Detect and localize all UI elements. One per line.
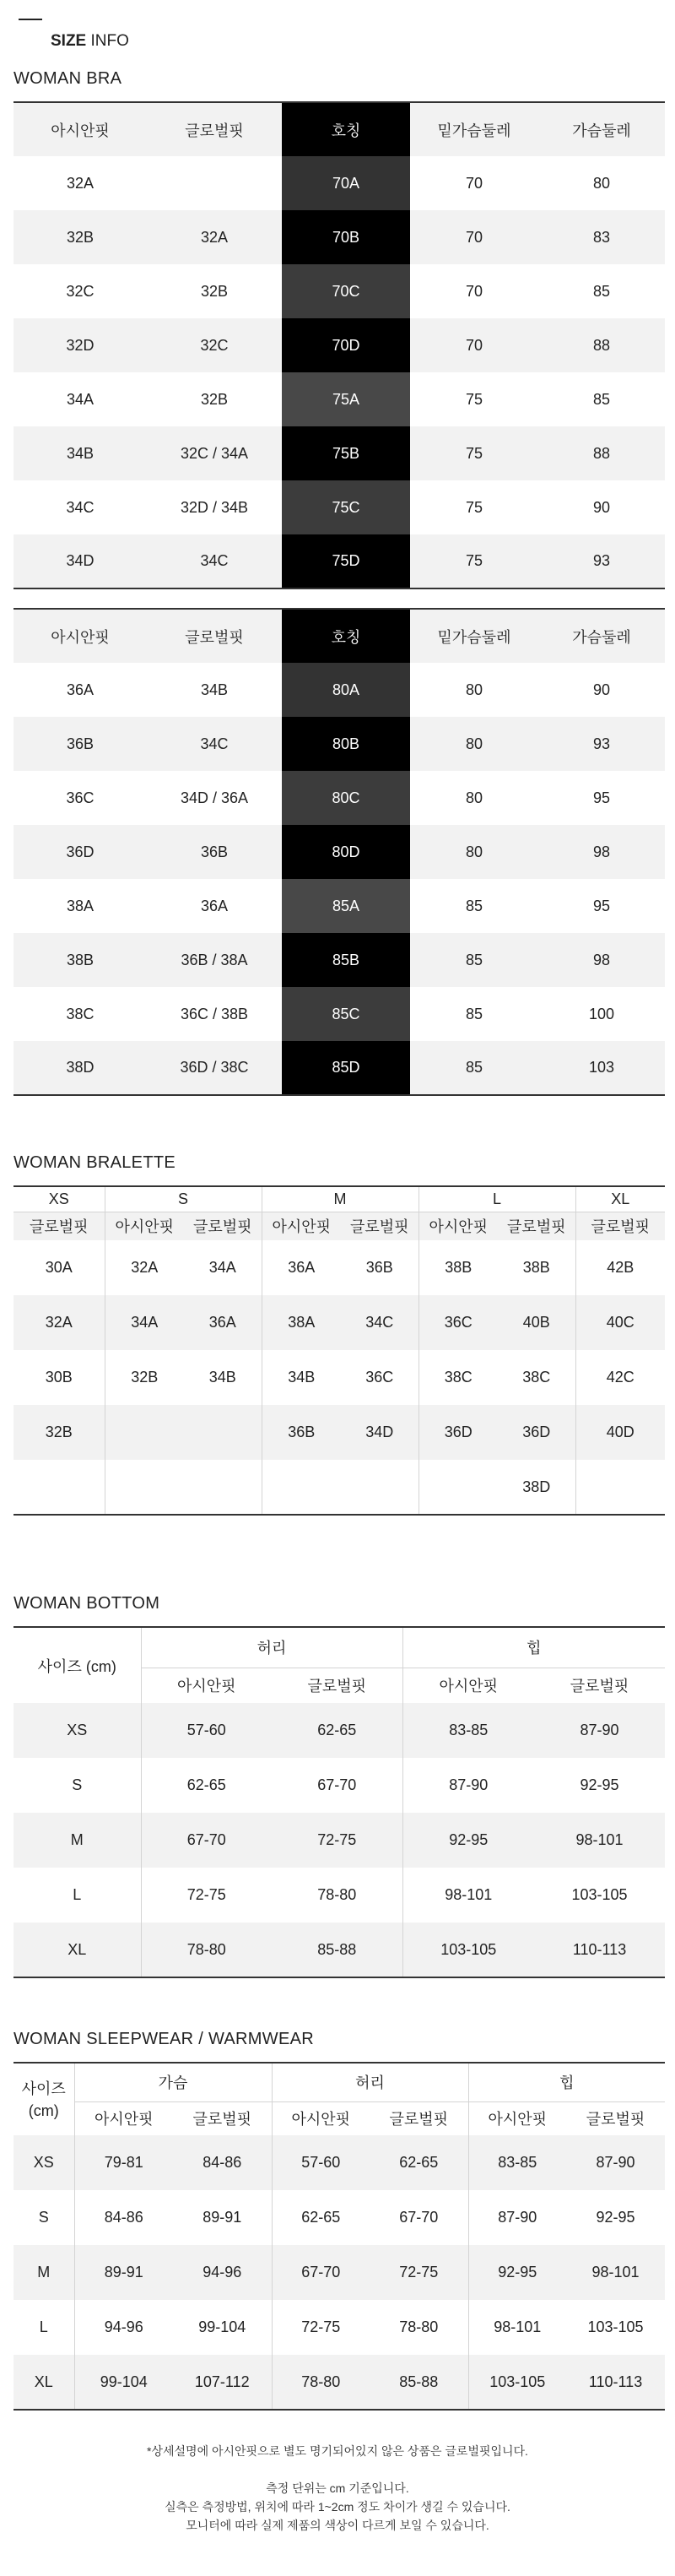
bra-header-cell: 밑가슴둘레 xyxy=(410,102,538,156)
table-cell: 72-75 xyxy=(272,1813,402,1868)
bralette-table xyxy=(14,1185,665,1516)
bra-header-cell: 글로벌핏 xyxy=(147,102,282,156)
table-row xyxy=(14,372,665,426)
sleepwear-size-header xyxy=(14,2063,74,2135)
table-cell: 92-95 xyxy=(402,1813,534,1868)
table-cell: 36A xyxy=(66,681,94,698)
bralette-size-header: S xyxy=(105,1186,262,1212)
bra-header-cell: 아시안핏 xyxy=(14,102,147,156)
table-cell: 36A xyxy=(262,1240,341,1295)
table-cell: 103-105 xyxy=(571,1886,628,1903)
table-row xyxy=(14,156,665,210)
table-cell: 36B xyxy=(147,825,282,879)
table-cell: 78-80 xyxy=(399,2318,439,2335)
sleepwear-section-title: WOMAN SLEEPWEAR / WARMWEAR xyxy=(14,2030,314,2048)
table-cell: 95 xyxy=(592,897,611,914)
table-cell: 36D xyxy=(498,1405,575,1460)
table-row xyxy=(14,825,665,879)
table-cell: 32D / 34B xyxy=(180,498,249,516)
sleepwear-group-header: 허리 xyxy=(272,2063,468,2101)
table-cell: 34B xyxy=(262,1350,341,1405)
table-row xyxy=(14,2190,665,2245)
table-cell: 84-86 xyxy=(173,2135,272,2190)
table-cell: 80 xyxy=(465,681,483,698)
table-row xyxy=(14,663,665,717)
table-cell: 34C xyxy=(147,717,282,771)
table-cell: 32A xyxy=(66,174,94,192)
table-cell: 36D xyxy=(418,1405,498,1460)
bra-size-cell: 75B xyxy=(282,426,410,480)
table-cell: 36D / 38C xyxy=(147,1041,282,1095)
table-row xyxy=(14,1703,665,1758)
table-cell: 88 xyxy=(538,318,665,372)
table-cell: 38C xyxy=(66,1005,94,1022)
bottom-fit-header: 글로벌핏 xyxy=(570,1678,629,1695)
bottom-size-header: 사이즈 (cm) xyxy=(14,1627,141,1703)
table-cell xyxy=(184,1405,262,1460)
table-cell: 32B xyxy=(14,1405,105,1460)
table-row xyxy=(14,534,665,588)
table-cell: 87-90 xyxy=(402,1758,534,1813)
sleepwear-fit-header: 글로벌핏 xyxy=(192,2111,252,2129)
bralette-fit-header: 아시안핏 xyxy=(262,1212,341,1240)
bralette-size-row xyxy=(14,1186,665,1212)
bralette-size-header: M xyxy=(262,1186,418,1212)
table-cell: 34C xyxy=(147,534,282,588)
table-cell: 93 xyxy=(538,717,665,771)
table-cell: 32B xyxy=(200,390,229,408)
table-cell: 79-81 xyxy=(74,2135,173,2190)
table-cell: 80 xyxy=(410,825,538,879)
table-cell xyxy=(184,1460,262,1515)
bottom-group-row xyxy=(14,1627,665,1668)
table-cell xyxy=(14,1460,105,1515)
table-cell: XL xyxy=(14,1923,141,1977)
sleepwear-fit-header: 글로벌핏 xyxy=(586,2111,645,2129)
table-cell: XS xyxy=(14,2135,74,2190)
bra-size-cell: 75C xyxy=(282,480,410,534)
table-cell: 38D xyxy=(14,1041,147,1095)
table-row xyxy=(14,1813,665,1868)
table-row xyxy=(14,771,665,825)
table-cell: 72-75 xyxy=(370,2245,468,2300)
table-cell: 34B xyxy=(14,426,147,480)
table-cell: 38B xyxy=(522,1259,550,1276)
sleepwear-fit-header: 아시안핏 xyxy=(74,2101,173,2135)
table-cell: 34B xyxy=(200,681,229,698)
table-row xyxy=(14,1758,665,1813)
table-cell: 67-70 xyxy=(272,2245,370,2300)
table-cell: 40B xyxy=(498,1295,575,1350)
table-cell: 110-113 xyxy=(534,1923,665,1977)
table-cell: 34A xyxy=(105,1295,184,1350)
table-cell: 30B xyxy=(45,1369,73,1386)
table-cell: 85 xyxy=(465,1005,483,1022)
table-cell: 98-101 xyxy=(402,1868,534,1923)
table-cell: 70 xyxy=(465,174,483,192)
bra-size-cell: 85B xyxy=(282,933,410,987)
bralette-fit-header: 글로벌핏 xyxy=(184,1212,262,1240)
table-cell: 67-70 xyxy=(317,1776,357,1793)
table-row xyxy=(14,717,665,771)
table-row xyxy=(14,2135,665,2190)
table-cell: 99-104 xyxy=(198,2318,246,2335)
table-cell: 57-60 xyxy=(272,2135,370,2190)
table-cell: 98-101 xyxy=(468,2300,566,2355)
table-cell: 40D xyxy=(575,1405,665,1460)
table-cell: 83 xyxy=(538,210,665,264)
bottom-fit-header: 글로벌핏 xyxy=(307,1678,367,1695)
table-cell: 67-70 xyxy=(399,2209,439,2226)
table-cell: 92-95 xyxy=(596,2209,635,2226)
notes-line-3: 실측은 측정방법, 위치에 따라 1~2cm 정도 차이가 생길 수 있습니다. xyxy=(165,2500,510,2514)
table-row xyxy=(14,879,665,933)
bottom-fit-header: 아시안핏 xyxy=(402,1668,534,1703)
table-cell: 98-101 xyxy=(534,1813,665,1868)
table-cell: 90 xyxy=(592,681,611,698)
table-cell xyxy=(262,1460,341,1515)
table-cell: 87-90 xyxy=(468,2190,566,2245)
table-cell: 103-105 xyxy=(587,2318,644,2335)
table-cell: 34B xyxy=(208,1369,236,1386)
bra-size-cell: 85C xyxy=(282,987,410,1041)
bra-size-cell: 75D xyxy=(282,534,410,588)
table-cell: L xyxy=(39,2318,48,2335)
table-cell: 94-96 xyxy=(173,2245,272,2300)
table-cell: 85 xyxy=(465,897,483,914)
table-cell: 72-75 xyxy=(272,2300,370,2355)
table-row xyxy=(14,1460,665,1515)
table-cell: 36C xyxy=(418,1295,498,1350)
table-cell: 36B xyxy=(14,717,147,771)
table-row xyxy=(14,987,665,1041)
table-cell: 36C xyxy=(66,789,94,806)
bra-size-cell: 80C xyxy=(282,771,410,825)
table-cell: 103-105 xyxy=(402,1923,534,1977)
table-cell: 107-112 xyxy=(173,2355,272,2410)
bra-section-title: WOMAN BRA xyxy=(14,69,122,88)
table-cell: 36B xyxy=(365,1259,393,1276)
sleepwear-size-header-line-2: (cm) xyxy=(28,2101,59,2119)
table-cell: 32D xyxy=(14,318,147,372)
table-row xyxy=(14,318,665,372)
bralette-section-title: WOMAN BRALETTE xyxy=(14,1153,176,1172)
bottom-table xyxy=(14,1626,665,1978)
bra-table-1 xyxy=(14,101,665,589)
table-cell: 62-65 xyxy=(272,1703,402,1758)
table-cell: 85-88 xyxy=(370,2355,468,2410)
table-cell: XS xyxy=(14,1703,141,1758)
bra-size-cell: 80D xyxy=(282,825,410,879)
bottom-fit-header: 아시안핏 xyxy=(141,1668,272,1703)
table-cell: 62-65 xyxy=(370,2135,468,2190)
table-cell: 36A xyxy=(200,897,229,914)
table-cell: 100 xyxy=(588,1005,615,1022)
table-cell: 75 xyxy=(465,498,483,516)
table-cell: 98 xyxy=(538,825,665,879)
table-cell: M xyxy=(14,2245,74,2300)
bra-header-cell: 밑가슴둘레 xyxy=(410,609,538,663)
bra-size-cell: 85D xyxy=(282,1041,410,1095)
table-cell: 103-105 xyxy=(468,2355,566,2410)
bra-header-cell: 호칭 xyxy=(282,609,410,663)
sleepwear-group-row xyxy=(14,2063,665,2101)
table-cell: 75 xyxy=(410,534,538,588)
table-cell: 90 xyxy=(592,498,611,516)
bra-size-cell: 70C xyxy=(282,264,410,318)
notes-line-4: 모니터에 따라 실제 제품의 색상이 다르게 보일 수 있습니다. xyxy=(186,2519,489,2532)
bralette-size-header: XL xyxy=(575,1186,665,1212)
table-cell: 98 xyxy=(538,933,665,987)
table-cell: 98-101 xyxy=(566,2245,665,2300)
table-cell: 62-65 xyxy=(141,1758,272,1813)
table-cell: 32A xyxy=(105,1240,184,1295)
table-cell: 85 xyxy=(592,390,611,408)
bra-size-cell: 80A xyxy=(282,663,410,717)
table-cell: 36C / 38B xyxy=(180,1005,249,1022)
table-cell: 42B xyxy=(575,1240,665,1295)
table-cell: 32C xyxy=(66,282,94,300)
table-row xyxy=(14,1923,665,1977)
table-cell: 92-95 xyxy=(580,1776,619,1793)
sleepwear-fit-header: 글로벌핏 xyxy=(389,2111,449,2129)
table-cell: 89-91 xyxy=(74,2245,173,2300)
table-cell: 70 xyxy=(410,318,538,372)
header-dash xyxy=(19,19,42,20)
table-cell: 34D / 36A xyxy=(180,789,249,806)
bra-size-cell: 85A xyxy=(282,879,410,933)
table-cell: 99-104 xyxy=(74,2355,173,2410)
table-row xyxy=(14,1240,665,1295)
sleepwear-table xyxy=(14,2062,665,2411)
table-cell: 62-65 xyxy=(272,2190,370,2245)
bra-size-cell: 75A xyxy=(282,372,410,426)
bra-header-row xyxy=(14,102,665,156)
table-cell: 85 xyxy=(410,933,538,987)
table-cell: 36B xyxy=(262,1405,341,1460)
table-cell: 85 xyxy=(410,1041,538,1095)
notes-line-1: *상세설명에 아시안핏으로 별도 명기되어있지 않은 상품은 글로벌핏입니다. xyxy=(147,2444,528,2458)
bra-header-cell: 글로벌핏 xyxy=(147,609,282,663)
table-cell: 89-91 xyxy=(202,2209,242,2226)
table-row xyxy=(14,2300,665,2355)
table-cell: XL xyxy=(14,2355,74,2410)
bottom-group-header: 허리 xyxy=(141,1627,402,1668)
table-cell: 87-90 xyxy=(566,2135,665,2190)
table-cell: 94-96 xyxy=(74,2300,173,2355)
table-cell: S xyxy=(38,2209,49,2226)
table-cell: 80 xyxy=(592,174,611,192)
bra-header-cell: 호칭 xyxy=(282,102,410,156)
bralette-fit-row xyxy=(14,1212,665,1240)
table-cell: 72-75 xyxy=(141,1868,272,1923)
table-cell: 32A xyxy=(147,210,282,264)
table-cell xyxy=(147,156,282,210)
table-cell: 57-60 xyxy=(141,1703,272,1758)
table-row xyxy=(14,426,665,480)
bralette-fit-header: 아시안핏 xyxy=(105,1212,184,1240)
table-cell: 70 xyxy=(465,282,483,300)
table-cell: 34D xyxy=(341,1405,418,1460)
table-cell: 70 xyxy=(410,210,538,264)
table-cell: 38C xyxy=(418,1350,498,1405)
table-cell: L xyxy=(73,1886,82,1903)
table-cell: 32B xyxy=(14,210,147,264)
table-cell: 92-95 xyxy=(468,2245,566,2300)
table-cell: 38A xyxy=(262,1295,341,1350)
table-cell: 34C xyxy=(341,1295,418,1350)
bra-header-cell: 가슴둘레 xyxy=(538,102,665,156)
table-cell: 95 xyxy=(592,789,611,806)
bra-size-cell: 80B xyxy=(282,717,410,771)
bralette-fit-header: 아시안핏 xyxy=(418,1212,498,1240)
bottom-section-title: WOMAN BOTTOM xyxy=(14,1594,160,1613)
bralette-fit-header: 글로벌핏 xyxy=(575,1212,665,1240)
table-cell: 67-70 xyxy=(141,1813,272,1868)
table-cell: 36B / 38A xyxy=(147,933,282,987)
sleepwear-fit-row xyxy=(14,2101,665,2135)
table-cell: 38B xyxy=(14,933,147,987)
table-cell: 38D xyxy=(498,1460,575,1515)
sleepwear-fit-header: 아시안핏 xyxy=(272,2101,370,2135)
bra-header-row xyxy=(14,609,665,663)
sleepwear-size-header-line-1: 사이즈 xyxy=(21,2080,66,2097)
table-cell: 32C / 34A xyxy=(147,426,282,480)
table-cell xyxy=(105,1460,184,1515)
table-cell: 78-80 xyxy=(141,1923,272,1977)
table-cell xyxy=(341,1460,418,1515)
bralette-fit-header: 글로벌핏 xyxy=(498,1212,575,1240)
bra-size-cell: 70B xyxy=(282,210,410,264)
sleepwear-group-header: 힙 xyxy=(468,2063,665,2101)
table-cell: 84-86 xyxy=(74,2190,173,2245)
table-cell: 38A xyxy=(66,897,94,914)
table-cell: 36D xyxy=(14,825,147,879)
bralette-fit-header: 글로벌핏 xyxy=(14,1212,105,1240)
table-cell: 80 xyxy=(465,789,483,806)
table-cell: M xyxy=(14,1813,141,1868)
bra-table-2 xyxy=(14,608,665,1096)
table-row xyxy=(14,480,665,534)
bralette-size-header: XS xyxy=(14,1186,105,1212)
table-cell xyxy=(418,1460,498,1515)
bottom-group-header: 힙 xyxy=(402,1627,665,1668)
table-cell: 85 xyxy=(592,282,611,300)
table-cell: 75 xyxy=(465,390,483,408)
bra-size-cell: 70D xyxy=(282,318,410,372)
table-cell: 32B xyxy=(200,282,229,300)
table-cell: 32B xyxy=(105,1350,184,1405)
bra-header-cell: 아시안핏 xyxy=(14,609,147,663)
table-cell: 34D xyxy=(14,534,147,588)
table-cell: 103 xyxy=(538,1041,665,1095)
bra-size-cell: 70A xyxy=(282,156,410,210)
table-cell: 40C xyxy=(575,1295,665,1350)
table-cell: 30A xyxy=(45,1259,73,1276)
bralette-size-header: L xyxy=(418,1186,575,1212)
table-row xyxy=(14,210,665,264)
table-cell: 87-90 xyxy=(534,1703,665,1758)
table-cell: 75 xyxy=(410,426,538,480)
table-cell: 85-88 xyxy=(272,1923,402,1977)
table-cell xyxy=(105,1405,184,1460)
table-row xyxy=(14,2245,665,2300)
table-row xyxy=(14,1041,665,1095)
table-cell: 110-113 xyxy=(566,2355,665,2410)
table-cell: 36C xyxy=(365,1369,394,1386)
table-cell: 34A xyxy=(208,1259,236,1276)
bra-header-cell: 가슴둘레 xyxy=(538,609,665,663)
table-cell: 78-80 xyxy=(272,2355,370,2410)
table-cell: 80 xyxy=(410,717,538,771)
table-row xyxy=(14,2355,665,2410)
table-row xyxy=(14,264,665,318)
size-info-heading: SIZE INFO xyxy=(51,32,129,50)
table-cell: 38C xyxy=(522,1369,551,1386)
table-cell: 83-85 xyxy=(468,2135,566,2190)
sleepwear-fit-header: 아시안핏 xyxy=(468,2101,566,2135)
table-cell: 38B xyxy=(418,1240,498,1295)
sleepwear-group-header: 가슴 xyxy=(74,2063,272,2101)
table-cell: 83-85 xyxy=(402,1703,534,1758)
table-cell: 36A xyxy=(184,1295,262,1350)
table-row xyxy=(14,933,665,987)
table-cell: S xyxy=(72,1776,83,1793)
table-cell: 32A xyxy=(14,1295,105,1350)
table-cell: 42C xyxy=(575,1350,665,1405)
table-cell: 32C xyxy=(147,318,282,372)
bralette-fit-header: 글로벌핏 xyxy=(341,1212,418,1240)
table-row xyxy=(14,1350,665,1405)
table-cell xyxy=(575,1460,665,1515)
table-row xyxy=(14,1295,665,1350)
table-cell: 34A xyxy=(66,390,94,408)
table-cell: 88 xyxy=(538,426,665,480)
table-row xyxy=(14,1405,665,1460)
table-row xyxy=(14,1868,665,1923)
table-cell: 93 xyxy=(538,534,665,588)
notes-line-2: 측정 단위는 cm 기준입니다. xyxy=(266,2481,409,2495)
table-cell: 78-80 xyxy=(317,1886,357,1903)
table-cell: 34C xyxy=(66,498,94,516)
